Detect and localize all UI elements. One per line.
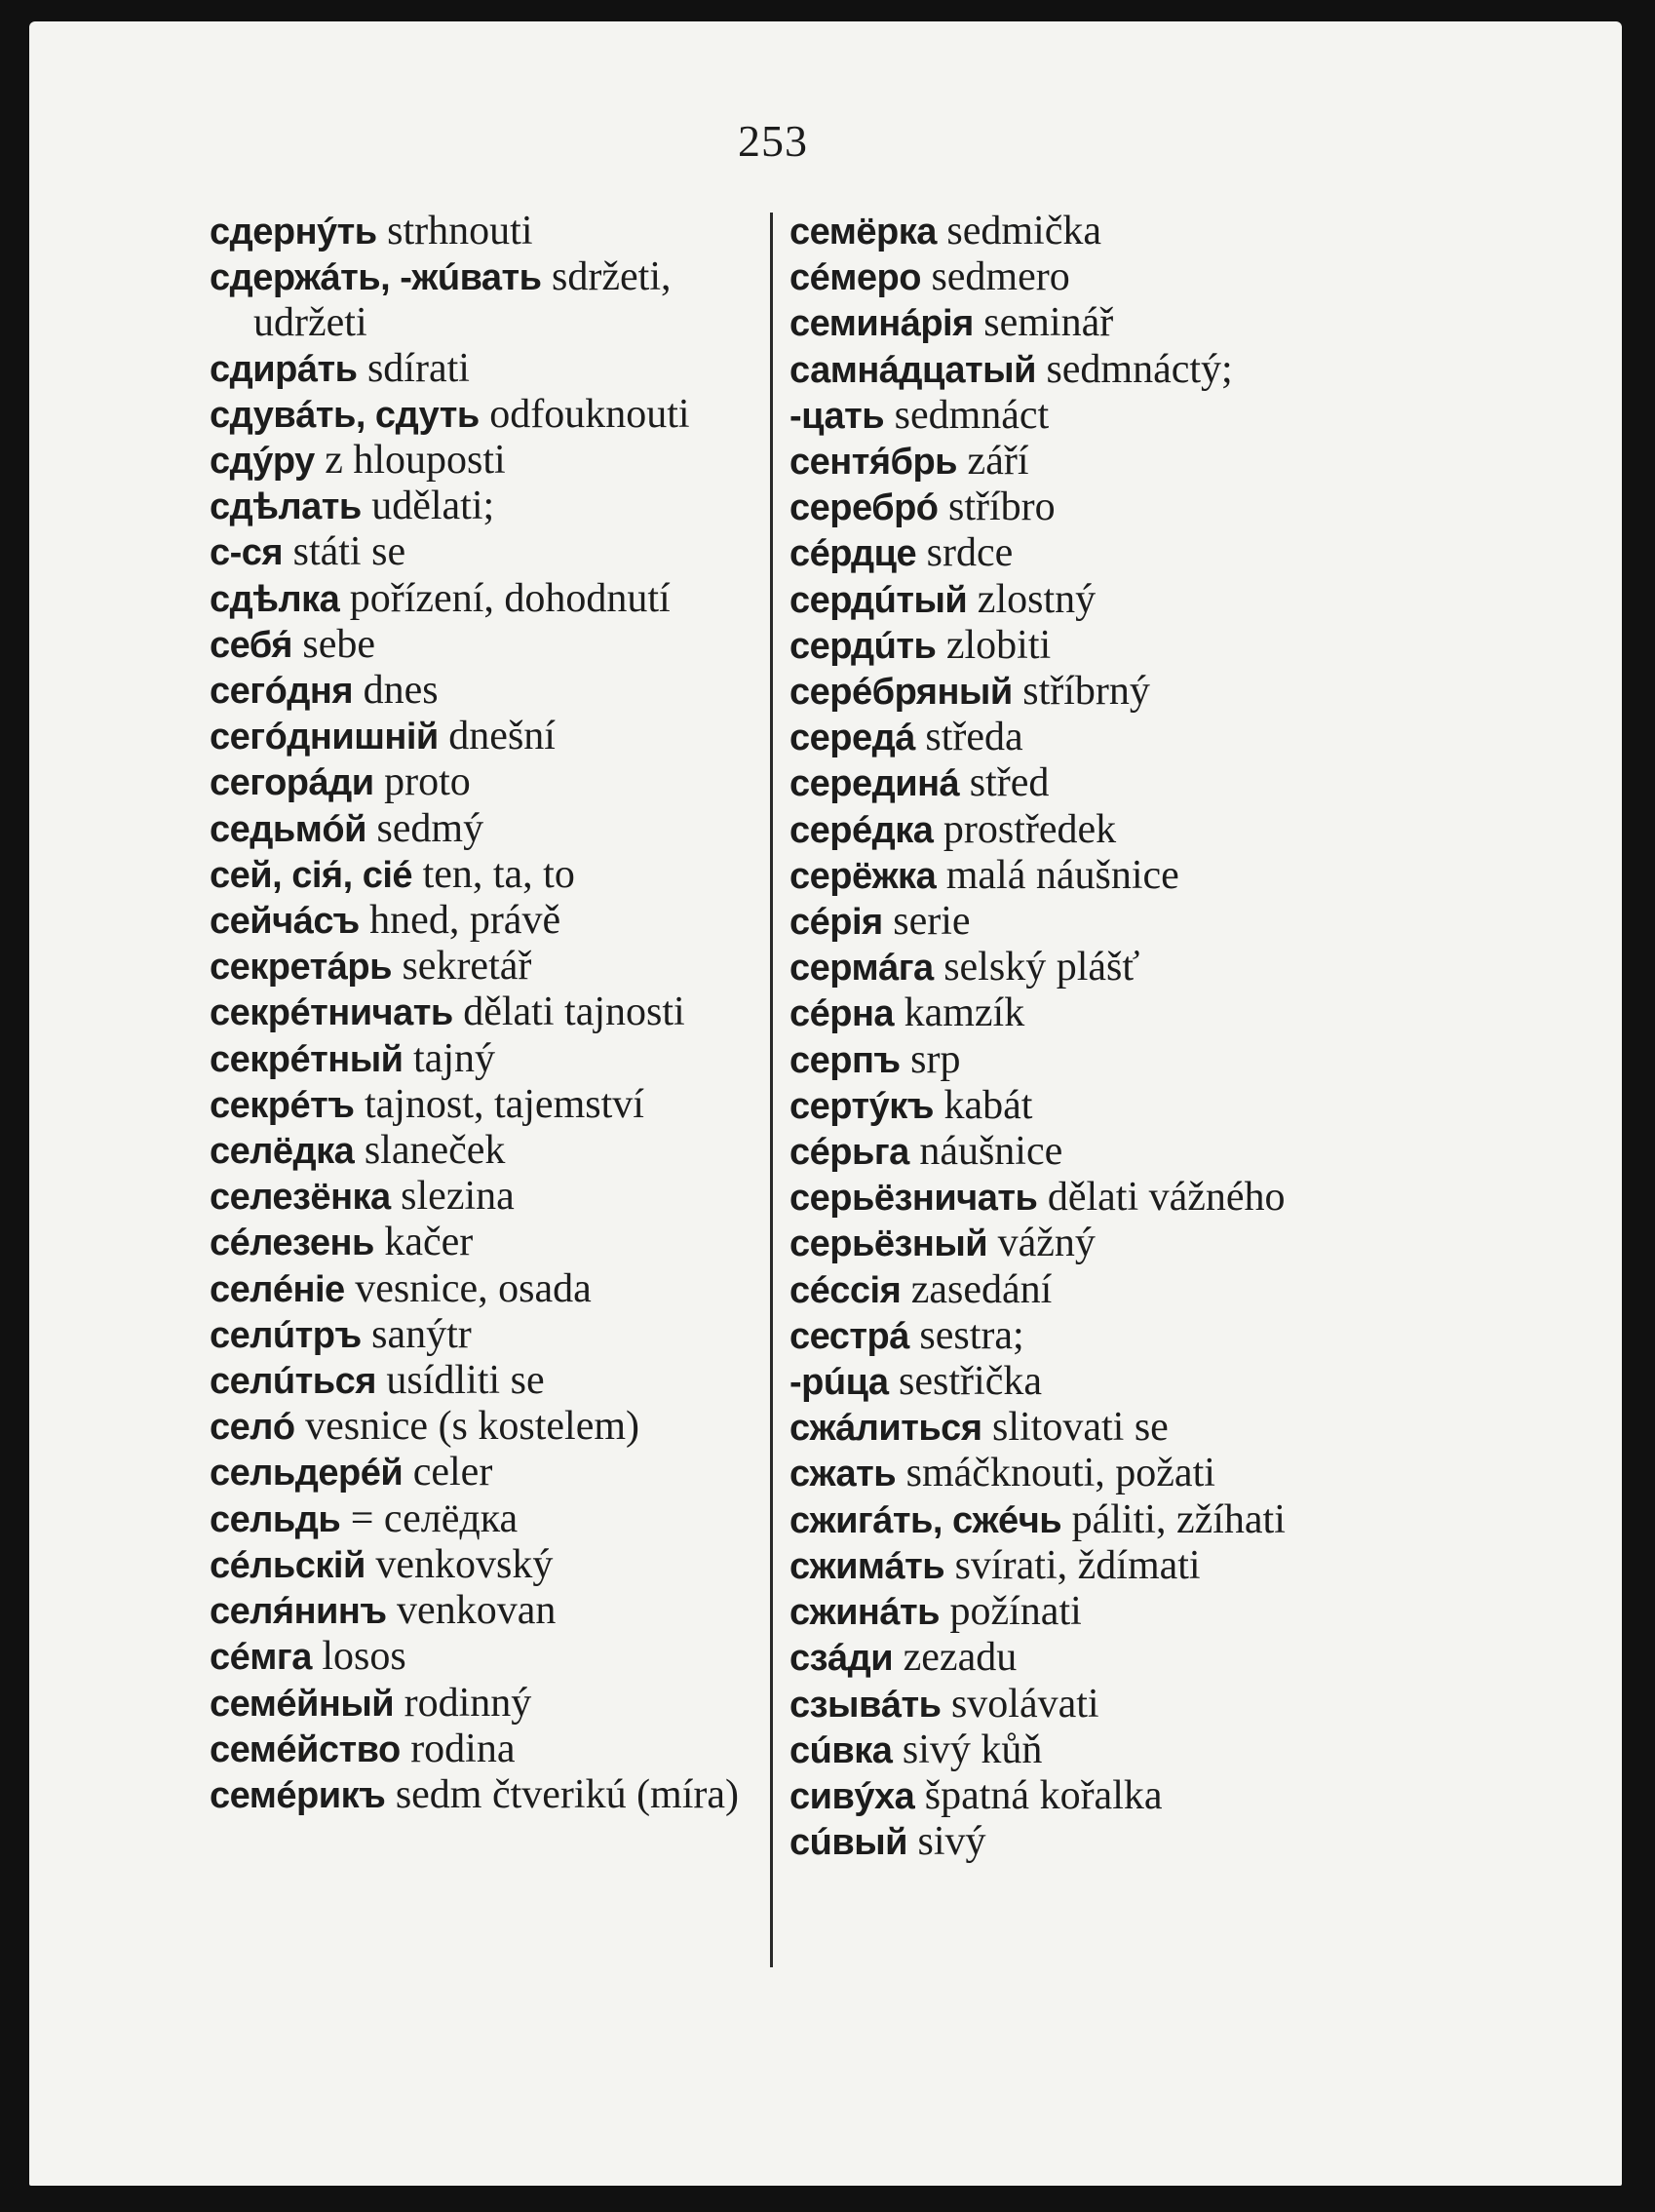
headword: серéбряный: [789, 672, 1013, 714]
translation: svírati, ždímati: [954, 1542, 1201, 1588]
dictionary-entry: [210, 714, 785, 759]
headword: селúтръ: [210, 1314, 362, 1356]
headword: серьёзный: [789, 1223, 988, 1265]
translation: srp: [910, 1036, 961, 1082]
translation: slezina: [401, 1174, 515, 1220]
dictionary-entry: [210, 1681, 785, 1727]
translation: sestra;: [919, 1312, 1024, 1358]
headword: самнáдцатый: [789, 349, 1036, 391]
translation: slitovati se: [992, 1405, 1169, 1451]
translation: pořízení, dohodnutí: [349, 575, 671, 621]
dictionary-entry: [210, 1082, 785, 1128]
dictionary-entry: [210, 1634, 785, 1680]
headword: сжать: [789, 1454, 897, 1495]
headword: сейчáсъ: [210, 901, 360, 943]
translation: sestřička: [899, 1359, 1042, 1405]
dictionary-entry: [210, 668, 785, 714]
dictionary-entry: [210, 1266, 785, 1312]
dictionary-entry: [210, 1588, 785, 1634]
headword: сдýру: [210, 441, 315, 483]
dictionary-entry: [210, 806, 785, 852]
translation: serie: [893, 899, 971, 945]
translation: srdce: [926, 530, 1014, 576]
headword: селó: [210, 1407, 295, 1449]
dictionary-entry: [210, 1496, 785, 1542]
headword: сдернýть: [210, 212, 377, 252]
dictionary-entry: [789, 1175, 1374, 1221]
translation: venkovan: [397, 1588, 557, 1634]
translation: usídliti se: [386, 1358, 545, 1404]
translation: stříbro: [948, 485, 1056, 530]
dictionary-entry: [789, 669, 1374, 715]
translation: sedmero: [931, 254, 1070, 300]
translation: ten, ta, to: [422, 851, 575, 897]
translation: špatná kořalka: [924, 1772, 1163, 1818]
headword: серединá: [789, 763, 960, 805]
translation: odfouknouti: [489, 391, 690, 437]
dictionary-entry: [789, 853, 1374, 899]
dictionary-entry: [789, 254, 1374, 300]
headword: серéдка: [789, 809, 934, 851]
translation: vesnice (s kostelem): [305, 1404, 640, 1450]
translation: smáčknouti, požati: [905, 1451, 1215, 1496]
translation: stříbrný: [1022, 669, 1150, 715]
headword: -цать: [789, 395, 885, 437]
translation: svolávati: [950, 1681, 1099, 1727]
headword: серпъ: [789, 1039, 901, 1081]
headword: сегóднишній: [210, 717, 439, 758]
dictionary-entry: [210, 1772, 785, 1818]
headword: сжигáть, сжéчь: [789, 1499, 1062, 1541]
dictionary-entry: [210, 392, 785, 438]
dictionary-entry: [210, 576, 785, 622]
headword: сдѣлать: [210, 486, 362, 528]
translation: proto: [384, 759, 471, 805]
dictionary-entry: [789, 1773, 1374, 1819]
page-number: 253: [738, 116, 808, 166]
headword: сей, сія́, сіé: [210, 854, 413, 896]
dictionary-entry: [789, 300, 1374, 346]
dictionary-entry: [789, 807, 1374, 853]
translation: kačer: [384, 1220, 474, 1265]
dictionary-entry: [210, 944, 785, 990]
dictionary-entry: [789, 1037, 1374, 1083]
dictionary-entry: [210, 1727, 785, 1772]
headword: сúвый: [789, 1822, 908, 1864]
dictionary-entry: [789, 1221, 1374, 1266]
headword: секрéтный: [210, 1038, 404, 1080]
translation: sedmnáctý;: [1046, 346, 1233, 392]
dictionary-entry: [789, 1682, 1374, 1727]
left-column: [210, 209, 785, 1818]
dictionary-entry: [789, 485, 1374, 530]
headword: серёжка: [789, 855, 937, 897]
translation: dělati tajnosti: [463, 990, 685, 1035]
headword: сéрдце: [789, 533, 917, 575]
translation: zezadu: [903, 1635, 1018, 1681]
headword: семинáрія: [789, 303, 974, 345]
translation: středa: [925, 715, 1023, 760]
headword: сивýха: [789, 1775, 915, 1817]
headword: сжинáть: [789, 1592, 940, 1634]
dictionary-entry: [789, 1589, 1374, 1635]
headword: сердúтый: [789, 579, 968, 621]
headword: сéмга: [210, 1637, 312, 1679]
translation: strhnouti: [387, 209, 533, 253]
dictionary-entry: [789, 1267, 1374, 1313]
translation: sebe: [302, 621, 376, 667]
headword: секрéтничать: [210, 992, 453, 1034]
dictionary-entry: [789, 209, 1374, 254]
dictionary-entry: [210, 1450, 785, 1495]
headword: селёдка: [210, 1131, 355, 1173]
translation: venkovský: [375, 1541, 554, 1587]
translation: vesnice, osada: [355, 1265, 592, 1311]
headword: сéрьга: [789, 1132, 909, 1174]
headword: сердúть: [789, 625, 937, 667]
translation: páliti, zžíhati: [1071, 1496, 1286, 1542]
dictionary-entry: [210, 1404, 785, 1450]
right-column: [789, 209, 1374, 1865]
translation: sivý kůň: [902, 1727, 1043, 1772]
dictionary-entry: [789, 577, 1374, 623]
translation: sedmnáct: [894, 392, 1050, 438]
translation: střed: [969, 760, 1050, 806]
headword: сермáга: [789, 948, 934, 990]
translation: = селёдка: [350, 1495, 519, 1541]
translation: celer: [412, 1450, 493, 1495]
translation: sedmička: [946, 209, 1101, 253]
headword: секрéтъ: [210, 1084, 355, 1126]
dictionary-entry: [789, 530, 1374, 576]
dictionary-entry: [210, 346, 785, 392]
column-divider: [770, 213, 773, 1967]
translation: požínati: [949, 1589, 1082, 1635]
translation: losos: [322, 1634, 406, 1680]
translation: hned, právě: [369, 898, 561, 944]
dictionary-entry: [210, 1174, 785, 1220]
translation: sdírati: [366, 345, 470, 391]
headword: селя́нинъ: [210, 1591, 387, 1633]
headword: семéрикъ: [210, 1774, 386, 1816]
headword: сéрна: [789, 993, 895, 1035]
dictionary-entry: [789, 1359, 1374, 1405]
translation: malá náušnice: [945, 852, 1179, 898]
headword: сестрá: [789, 1315, 909, 1357]
translation: tajnost, tajemství: [364, 1081, 644, 1127]
dictionary-entry: [789, 760, 1374, 806]
headword: сдѣлка: [210, 578, 340, 620]
translation: dnes: [363, 668, 439, 714]
translation: kabát: [943, 1082, 1033, 1128]
translation: slaneček: [364, 1128, 506, 1174]
headword: серьёзничать: [789, 1178, 1038, 1220]
dictionary-entry: [789, 1451, 1374, 1496]
dictionary-entry: [789, 1497, 1374, 1543]
headword: сжимáть: [789, 1545, 945, 1587]
translation: rodinný: [404, 1680, 532, 1726]
translation: prostředek: [943, 806, 1117, 852]
translation: rodina: [410, 1726, 516, 1771]
headword: себя́: [210, 624, 292, 666]
headword: сдержáть, -жúвать: [210, 257, 542, 299]
dictionary-entry: [789, 1635, 1374, 1681]
headword: середá: [789, 718, 915, 759]
dictionary-entry: [789, 1313, 1374, 1359]
headword: серебрó: [789, 487, 939, 529]
headword: сдувáть, сдуть: [210, 394, 480, 436]
translation: sanýtr: [371, 1311, 472, 1357]
translation: sivý: [917, 1819, 986, 1865]
dictionary-entry: [789, 1083, 1374, 1129]
headword: сзáди: [789, 1638, 894, 1680]
headword: сельдь: [210, 1498, 341, 1540]
dictionary-entry: [789, 1129, 1374, 1175]
dictionary-entry: [210, 852, 785, 898]
headword: сегорáди: [210, 762, 374, 804]
translation: zasedání: [910, 1266, 1053, 1312]
headword: секретáрь: [210, 947, 392, 989]
headword: селезёнка: [210, 1177, 391, 1219]
translation: z hlouposti: [325, 438, 506, 484]
dictionary-entry: [210, 622, 785, 668]
translation: dělati vážného: [1047, 1175, 1286, 1221]
translation: sekretář: [402, 944, 532, 990]
translation: kamzík: [904, 990, 1025, 1036]
headword: сúвка: [789, 1729, 893, 1771]
translation: sedm čtverikú (míra): [395, 1771, 740, 1817]
dictionary-entry: [210, 759, 785, 805]
dictionary-entry: [789, 439, 1374, 485]
dictionary-entry: [789, 393, 1374, 439]
dictionary-entry: [789, 990, 1374, 1036]
dictionary-entry: [789, 1543, 1374, 1589]
headword: сельдерéй: [210, 1453, 404, 1494]
translation: září: [967, 439, 1029, 485]
dictionary-entry: [789, 1819, 1374, 1865]
headword: сéссія: [789, 1269, 902, 1311]
headword: сертýкъ: [789, 1085, 934, 1127]
dictionary-entry: [210, 209, 785, 254]
dictionary-entry: [789, 347, 1374, 393]
dictionary-entry: [210, 438, 785, 484]
translation: sedmý: [376, 805, 484, 851]
translation: vážný: [997, 1221, 1096, 1266]
translation: zlostný: [977, 576, 1097, 622]
dictionary-entry: [210, 529, 785, 575]
translation: selský plášť: [943, 945, 1140, 990]
translation: náušnice: [919, 1129, 1063, 1175]
headword: сéрія: [789, 902, 883, 944]
headword: семéйство: [210, 1728, 401, 1770]
headword: седьмóй: [210, 808, 366, 850]
headword: селéніе: [210, 1268, 345, 1310]
translation: udělati;: [371, 484, 495, 529]
headword: с-ся: [210, 532, 284, 574]
dictionary-entry: [210, 1128, 785, 1174]
headword: сзывáть: [789, 1684, 942, 1726]
translation: státi se: [292, 529, 406, 575]
translation: dnešní: [448, 714, 556, 759]
translation: tajný: [413, 1035, 495, 1081]
dictionary-entry: [210, 254, 785, 345]
dictionary-entry: [210, 484, 785, 529]
dictionary-entry: [789, 899, 1374, 945]
headword: сéмеро: [789, 257, 921, 299]
headword: селúться: [210, 1361, 376, 1403]
dictionary-entry: [210, 1036, 785, 1082]
dictionary-entry: [210, 990, 785, 1035]
dictionary-entry: [789, 945, 1374, 990]
headword: сéльскій: [210, 1544, 366, 1586]
dictionary-entry: [789, 1727, 1374, 1773]
translation: zlobiti: [945, 622, 1052, 668]
headword: сдирáть: [210, 348, 358, 390]
headword: сéлезень: [210, 1222, 374, 1264]
dictionary-entry: [210, 1312, 785, 1358]
dictionary-entry: [210, 1220, 785, 1265]
headword: сжáлиться: [789, 1408, 982, 1450]
headword: семёрка: [789, 212, 937, 252]
dictionary-entry: [210, 1358, 785, 1404]
dictionary-entry: [789, 715, 1374, 760]
dictionary-entry: [210, 1542, 785, 1588]
dictionary-entry: [210, 898, 785, 944]
translation: sdržeti, udržeti: [253, 254, 672, 346]
headword: сентя́брь: [789, 442, 958, 484]
headword: сегóдня: [210, 671, 354, 713]
dictionary-entry: [789, 623, 1374, 669]
headword: семéйный: [210, 1683, 395, 1725]
dictionary-entry: [789, 1405, 1374, 1451]
translation: seminář: [983, 300, 1114, 346]
headword: -рúца: [789, 1362, 889, 1404]
